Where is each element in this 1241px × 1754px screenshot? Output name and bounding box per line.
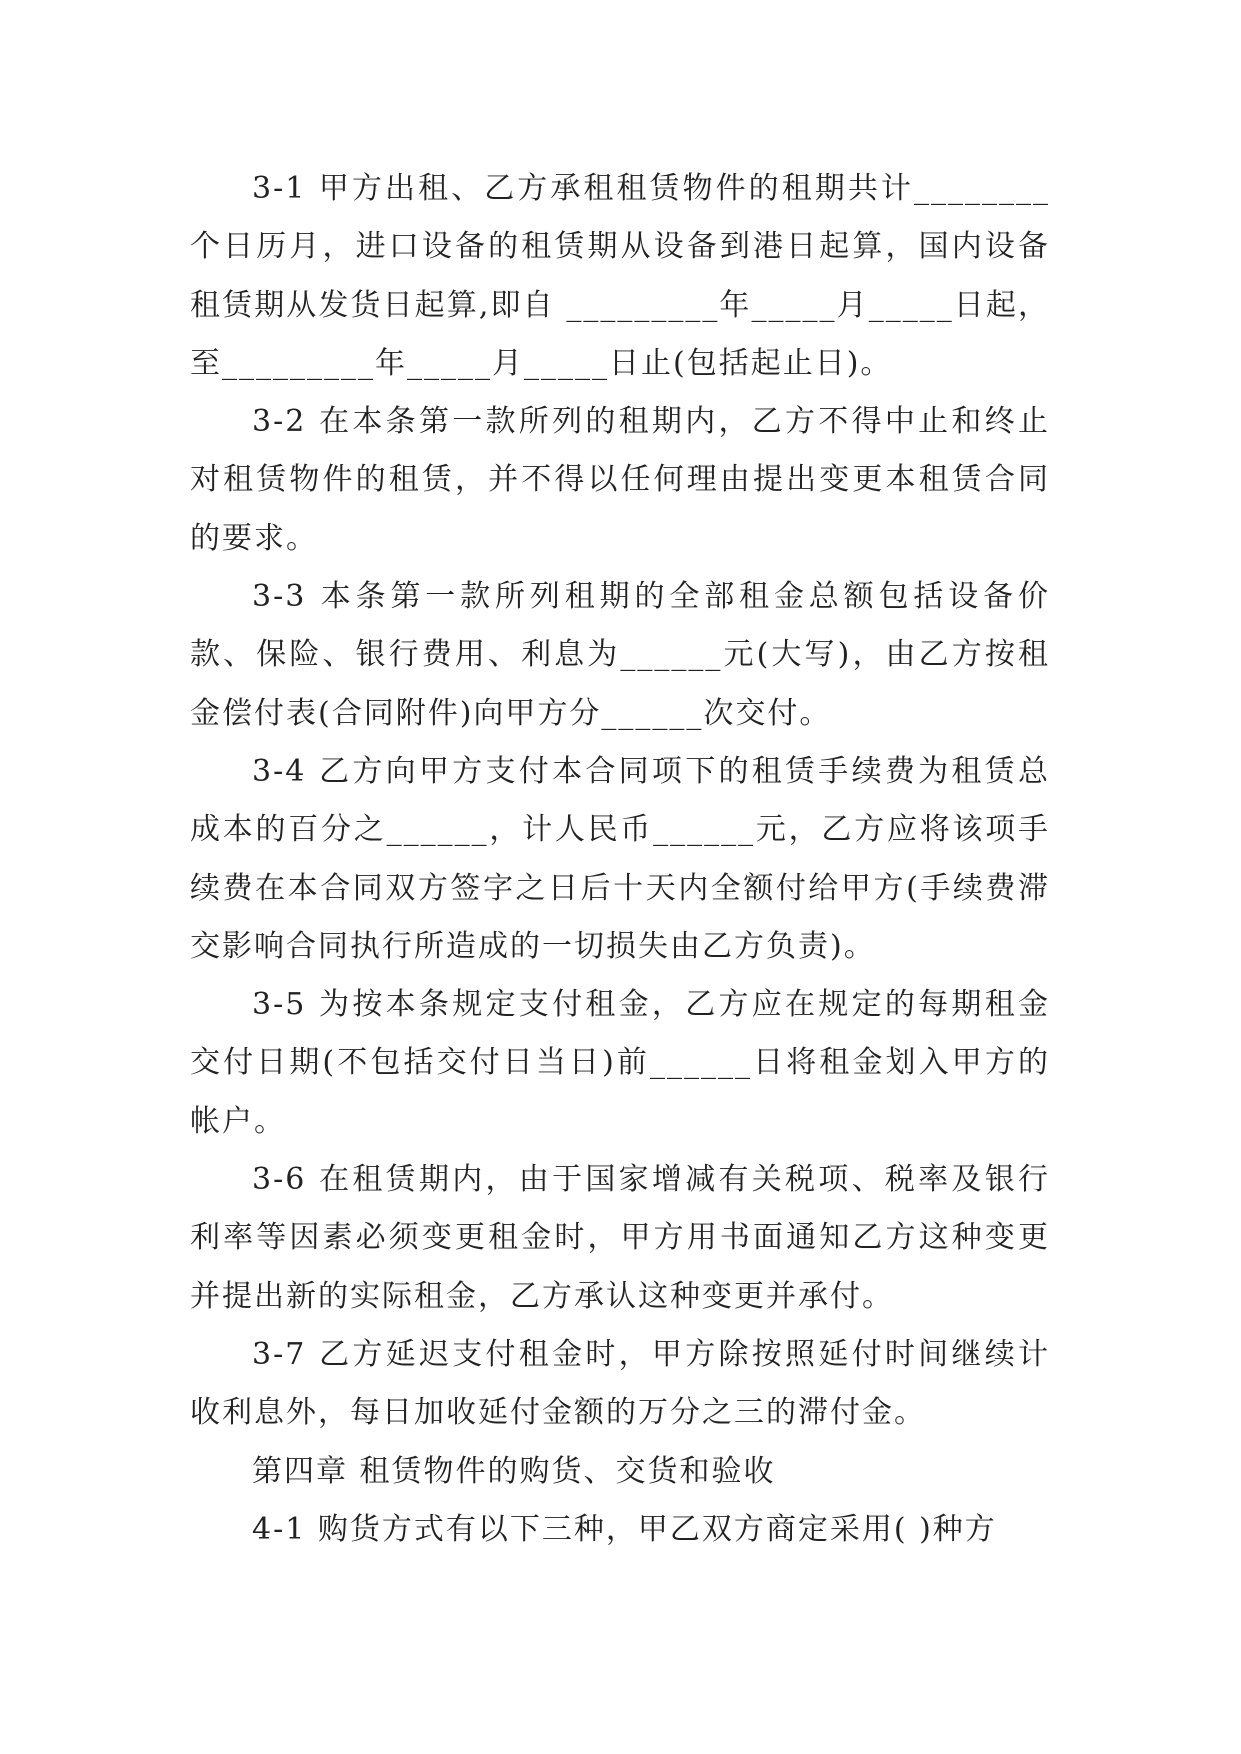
clause-3-3: 3-3 本条第一款所列租期的全部租金总额包括设备价款、保险、银行费用、利息为______元(大写)，由乙方按租金偿付表(合同附件)向甲方分______次交付。 [190, 579, 1050, 731]
clause-3-7: 3-7 乙方延迟支付租金时，甲方除按照延付时间继续计收利息外，每日加收延付金额的万分之三的滞付金。 [190, 1336, 1050, 1431]
clause-4-1: 4-1 购货方式有以下三种，甲乙双方商定采用( )种方 [252, 1511, 997, 1547]
chapter-4-heading: 第四章 租赁物件的购货、交货和验收 [252, 1453, 776, 1489]
document-body [190, 160, 1050, 1559]
clause-3-4: 3-4 乙方向甲方支付本合同项下的租赁手续费为租赁总成本的百分之______，计人民币______元，乙方应将该项手续费在本合同双方签字之日后十天内全额付给甲方(手续费滞交影响合同执行所造成的一切损失由乙方负责)。 [190, 753, 1050, 964]
clause-3-6: 3-6 在租赁期内，由于国家增减有关税项、税率及银行利率等因素必须变更租金时，甲方用书面通知乙方这种变更并提出新的实际租金，乙方承认这种变更并承付。 [190, 1162, 1050, 1314]
clause-3-5: 3-5 为按本条规定支付租金，乙方应在规定的每期租金交付日期(不包括交付日当日)前______日将租金划入甲方的帐户。 [190, 987, 1050, 1139]
clause-3-2: 3-2 在本条第一款所列的租期内，乙方不得中止和终止对租赁物件的租赁，并不得以任何理由提出变更本租赁合同的要求。 [190, 404, 1050, 556]
clause-3-1: 3-1 甲方出租、乙方承租租赁物件的租期共计________个日历月，进口设备的租赁期从设备到港日起算，国内设备租赁期从发货日起算,即自 _________年_____月_____日起，至_________年_____月_____日止(包括起止日)。 [190, 171, 1050, 381]
